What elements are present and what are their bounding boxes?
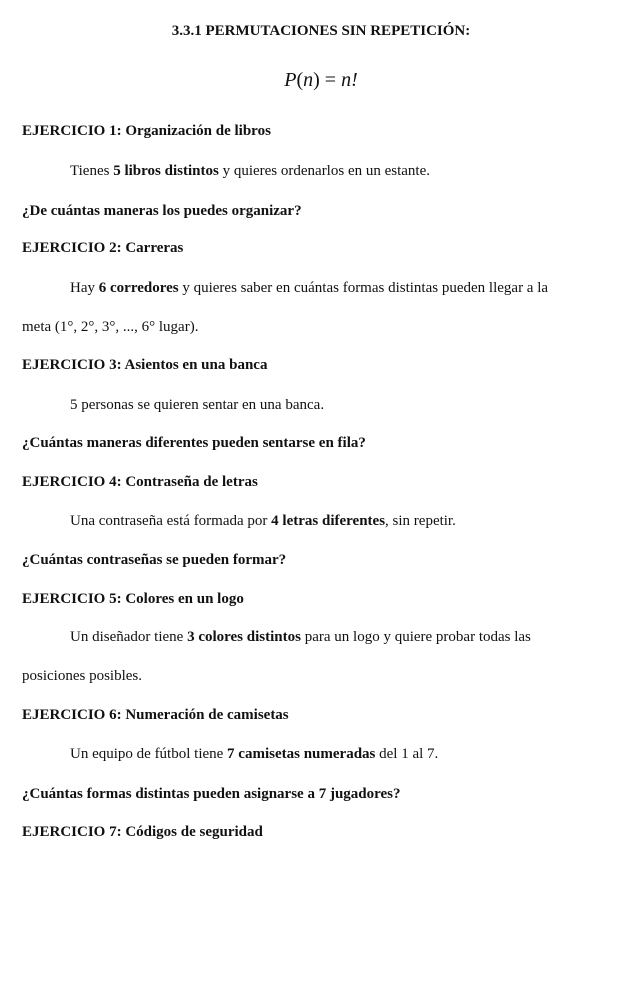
formula-function: P (284, 69, 297, 91)
formula-argument: n (303, 69, 314, 91)
exercise-4-heading: EJERCICIO 4: Contraseña de letras (22, 474, 258, 490)
exercise-6-question: ¿Cuántas formas distintas pueden asignarse a 7 jugadores? (22, 786, 401, 802)
section-title: 3.3.1 PERMUTACIONES SIN REPETICIÓN: (171, 23, 471, 39)
exercise-5-text-continued: posiciones posibles. (22, 668, 142, 684)
exercise-5-heading: EJERCICIO 5: Colores en un logo (22, 591, 244, 607)
exercise-4-question: ¿Cuántas contraseñas se pueden formar? (22, 552, 287, 568)
exercise-2-heading: EJERCICIO 2: Carreras (22, 240, 184, 256)
exercise-3-question: ¿Cuántas maneras diferentes pueden sentarse en fila? (22, 435, 366, 451)
exercise-6-text: Un equipo de fútbol tiene 7 camisetas numeradas del 1 al 7. (70, 746, 439, 762)
exercise-1-heading: EJERCICIO 1: Organización de libros (22, 123, 271, 139)
exercise-5-text: Un diseñador tiene 3 colores distintos para un logo y quiere probar todas las (70, 629, 531, 645)
exercise-2-text-continued: meta (1°, 2°, 3°, ..., 6° lugar). (22, 319, 199, 335)
exercise-1-text: Tienes 5 libros distintos y quieres ordenarlos en un estante. (70, 163, 430, 179)
exercise-3-text: 5 personas se quieren sentar en una banca. (70, 397, 325, 413)
formula-result: n! (341, 69, 358, 91)
exercise-3-heading: EJERCICIO 3: Asientos en una banca (22, 357, 268, 373)
exercise-1-question: ¿De cuántas maneras los puedes organizar? (22, 203, 302, 219)
exercise-4-text: Una contraseña está formada por 4 letras diferentes, sin repetir. (70, 513, 456, 529)
exercise-2-text: Hay 6 corredores y quieres saber en cuántas formas distintas pueden llegar a la (70, 280, 549, 296)
exercise-6-heading: EJERCICIO 6: Numeración de camisetas (22, 707, 289, 723)
exercise-7-heading: EJERCICIO 7: Códigos de seguridad (22, 824, 263, 840)
permutation-formula: P(n) = n! (284, 69, 358, 91)
